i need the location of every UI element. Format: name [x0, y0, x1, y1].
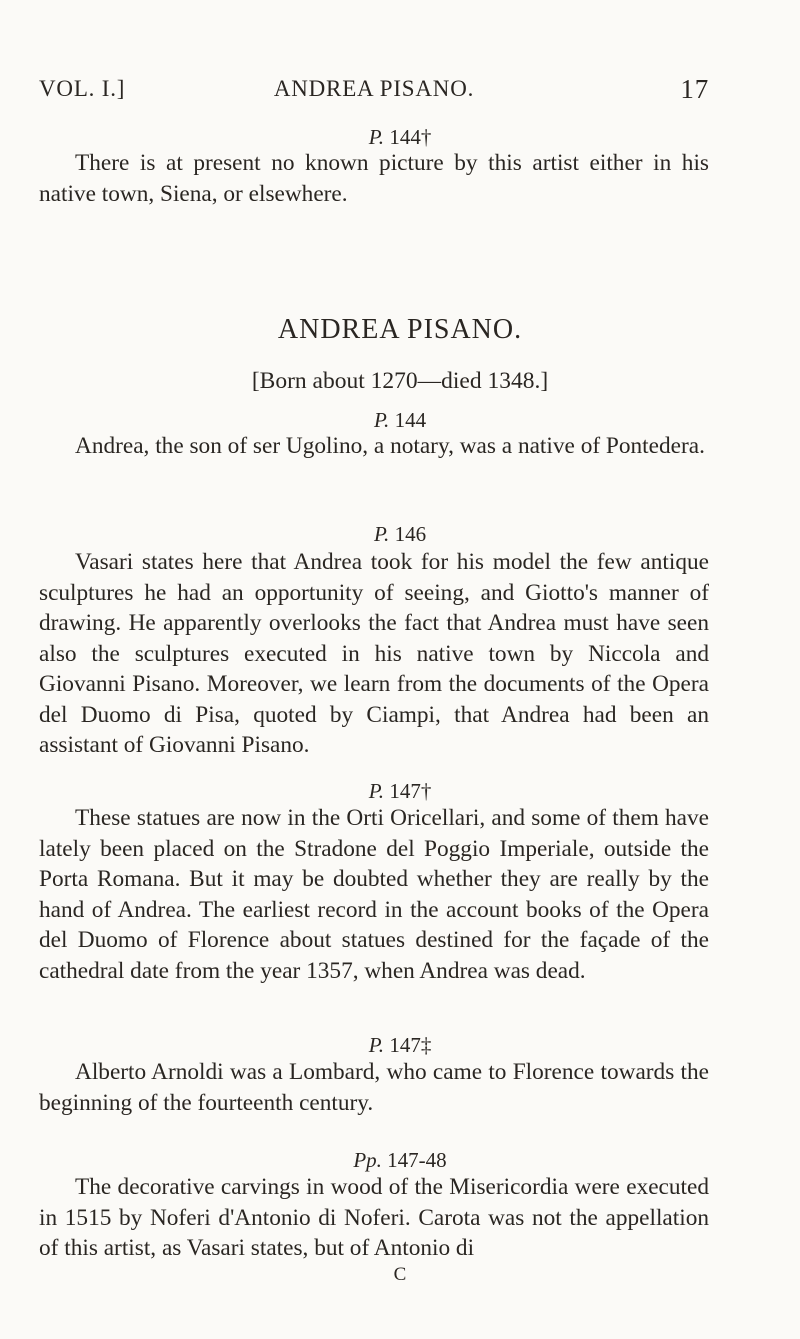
ref-number: 146: [394, 522, 427, 546]
running-title: ANDREA PISANO.: [273, 76, 475, 101]
section-ref: [0, 779, 800, 804]
ref-number: 147‡: [389, 1033, 432, 1057]
ref-prefix: P.: [373, 408, 390, 432]
paragraph: Andrea, the son of ser Ugolino, a notary, was a native of Pontedera.: [75, 433, 705, 459]
section-ref: [0, 1033, 800, 1058]
signature-mark: C: [393, 1264, 407, 1285]
paragraph: Vasari states here that Andrea took for his model the few antique sculptures he had an opportunity of seeing, and Giotto's manner of drawing. He apparently overlooks the fact that Andrea must have seen also the sculptures executed in his native town by Niccola and Giovanni Pisano. Moreover, we learn from the documents of the Opera del Duomo di Pisa, quoted by Ciampi, that Andrea had been an assistant of Giovanni Pisano.: [39, 549, 709, 758]
section-ref: [0, 125, 800, 150]
paragraph: These statues are now in the Orti Oricellari, and some of them have lately been placed on the Stradone del Poggio Imperiale, outside the Porta Romana. But it may be doubted whether they are really by the hand of Andrea. The earliest record in the account books of the Opera del Duomo of Florence about statues destined for the façade of the cathedral date from the year 1357, when Andrea was dead.: [39, 805, 709, 984]
volume-label: VOL. I.]: [39, 76, 126, 101]
ref-prefix: Pp.: [353, 1148, 382, 1172]
ref-prefix: P.: [368, 1033, 385, 1057]
running-header: [39, 76, 709, 110]
ref-prefix: P.: [368, 125, 385, 149]
paragraph: The decorative carvings in wood of the Misericordia were executed in 1515 by Noferi d'Antonio di Noferi. Carota was not the appellation of this artist, as Vasari states, but of Antonio di: [39, 1174, 709, 1261]
ref-number: 147-48: [387, 1148, 447, 1172]
section-ref: [0, 522, 800, 547]
life-dates: [Born about 1270—died 1348.]: [251, 368, 549, 394]
ref-number: 144: [394, 408, 427, 432]
paragraph: Alberto Arnoldi was a Lombard, who came to Florence towards the beginning of the fourteenth century.: [39, 1059, 709, 1116]
ref-number: 144†: [389, 125, 432, 149]
paragraph: There is at present no known picture by this artist either in his native town, Siena, or elsewhere.: [39, 150, 709, 207]
section-title: ANDREA PISANO.: [277, 314, 523, 345]
ref-prefix: P.: [373, 522, 390, 546]
section-ref: [0, 1148, 800, 1173]
page-number: 17: [680, 74, 709, 104]
ref-number: 147†: [389, 779, 432, 803]
section-ref: [0, 408, 800, 433]
ref-prefix: P.: [368, 779, 385, 803]
